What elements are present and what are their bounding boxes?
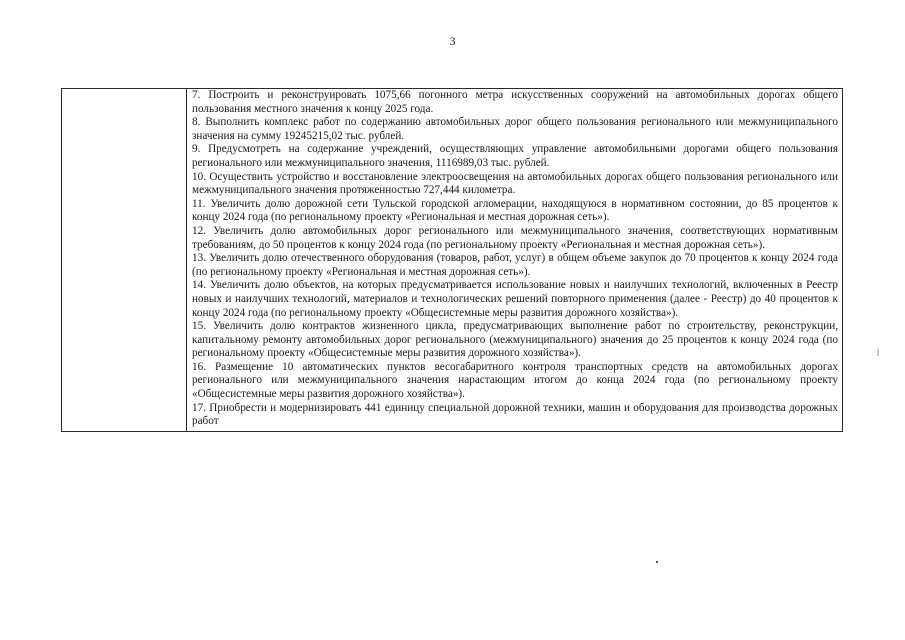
list-item-12: 12. Увеличить долю автомобильных дорог регионального или межмуниципального значения, соответствующих нормативным требованиям, до 50 процентов к концу 2024 года (по региональному проекту «Региональная и местная дорожная сеть»). <box>192 224 838 251</box>
list-item-7: 7. Построить и реконструировать 1075,66 погонного метра искусственных сооружений на автомобильных дорогах общего пользования местного значения к концу 2025 года. <box>192 89 838 115</box>
list-item-10: 10. Осуществить устройство и восстановление электроосвещения на автомобильных дорогах общего пользования регионального или межмуниципального значения протяженностью 727,444 километра. <box>192 170 838 197</box>
list-item-14: 14. Увеличить долю объектов, на которых предусматривается использование новых и наилучших технологий, включенных в Реестр новых и наилучших технологий, материалов и технологических решений повторного применения (далее - Реестр) до 40 процентов к концу 2024 года (по региональному проекту «Общесистемные меры развития дорожного хозяйства»). <box>192 279 838 319</box>
list-item-11: 11. Увеличить долю дорожной сети Тульской городской агломерации, находящуюся в нормативном состоянии, до 85 процентов к концу 2024 года (по региональному проекту «Региональная и местная дорожная сеть»). <box>192 197 838 224</box>
list-item-17: 17. Приобрести и модернизировать 441 единицу специальной дорожной техники, машин и оборудования для производства дорожных работ <box>192 401 838 428</box>
list-item-13: 13. Увеличить долю отечественного оборудования (товаров, работ, услуг) в общем объеме закупок до 70 процентов к концу 2024 года (по региональному проекту «Региональная и местная дорожная сеть»). <box>192 252 838 278</box>
page-number: 3 <box>449 34 456 48</box>
left-column-cell <box>62 89 187 432</box>
items-list <box>187 89 842 431</box>
list-item-8: 8. Выполнить комплекс работ по содержанию автомобильных дорог общего пользования регионального или межмуниципального значения на сумму 19245215,02 тыс. рублей. <box>192 116 838 142</box>
right-column-cell <box>187 89 843 432</box>
list-item-9: 9. Предусмотреть на содержание учреждений, осуществляющих управление автомобильными дорогами общего пользования регионального или межмуниципального значения, 1116989,03 тыс. рублей. <box>192 143 838 169</box>
list-item-16: 16. Размещение 10 автоматических пунктов весогабаритного контроля транспортных средств на автомобильных дорогах регионального или межмуниципального значения нарастающим итогом до конца 2024 года (по региональному проекту «Общесистемные меры развития дорожного хозяйства»). <box>192 360 838 401</box>
document-table <box>61 88 843 432</box>
margin-mark: ј <box>877 347 880 356</box>
list-item-15: 15. Увеличить долю контрактов жизненного цикла, предусматривающих выполнение работ по строительству, реконструкции, капитальному ремонту автомобильных дорог регионального (межмуниципального) значения до 25 процентов к концу 2024 года (по региональному проекту «Общесистемные меры развития дорожного хозяйства»). <box>192 320 838 360</box>
scan-speck <box>656 561 658 563</box>
table-row <box>62 89 843 432</box>
